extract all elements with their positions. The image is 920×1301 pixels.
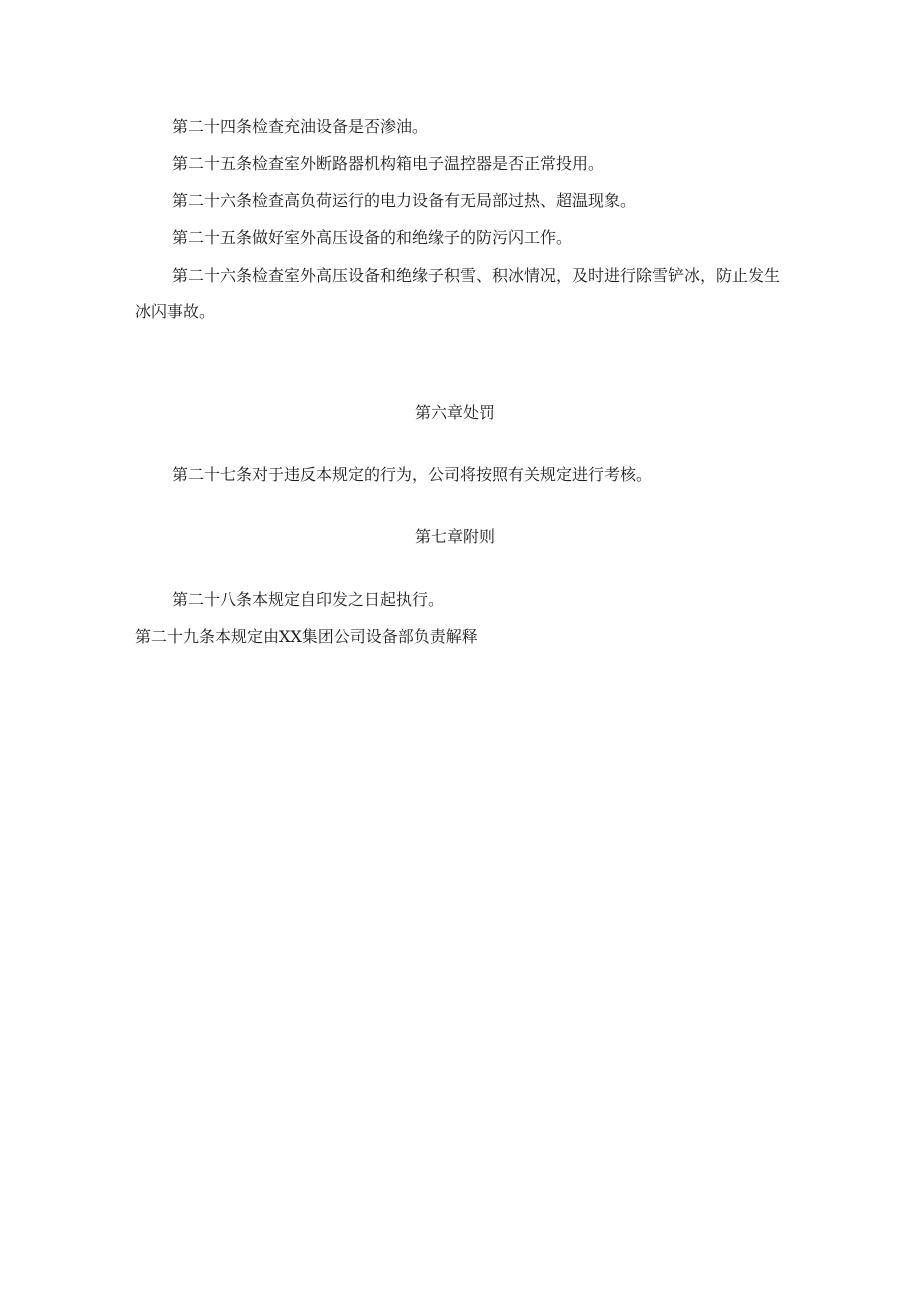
article-28: 第二十八条本规定自印发之日起执行。 (172, 590, 445, 609)
article-29: 第二十九条本规定由XX集团公司设备部负责解释 (135, 627, 478, 646)
chapter-6-title: 第六章处罚 (414, 403, 495, 422)
article-25-b: 第二十五条做好室外高压设备的和绝缘子的防污闪工作。 (172, 228, 573, 247)
article-26: 第二十六条检查高负荷运行的电力设备有无局部过热、超温现象。 (172, 191, 637, 210)
article-27: 第二十七条对于违反本规定的行为，公司将按照有关规定进行考核。 (172, 465, 653, 484)
article-25: 第二十五条检查室外断路器机构箱电子温控器是否正常投用。 (172, 154, 605, 173)
article-24: 第二十四条检查充油设备是否渗油。 (172, 117, 429, 136)
chapter-7-title: 第七章附则 (414, 527, 495, 546)
article-26-b: 第二十六条检查室外高压设备和绝缘子积雪、积冰情况，及时进行除雪铲冰，防止发生冰闪事故。 (135, 266, 781, 321)
